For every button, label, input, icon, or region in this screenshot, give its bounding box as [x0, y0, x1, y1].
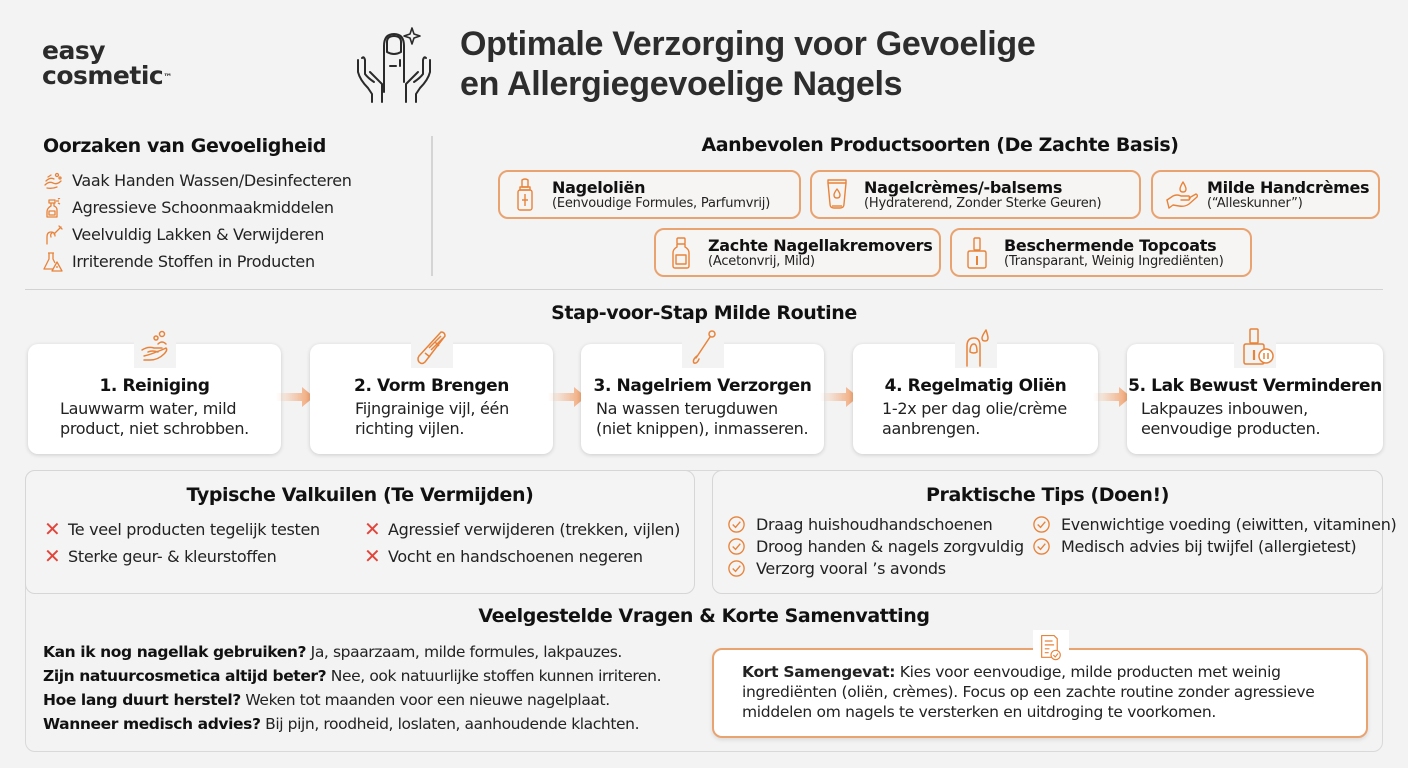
product-name: Nageloliën [552, 177, 646, 197]
polish-pause-icon [1234, 328, 1276, 368]
product-desc: (Eenvoudige Formules, Parfumvrij) [552, 195, 771, 211]
hand-washing-icon [43, 171, 63, 191]
step-desc: Lauwwarm water, mild product, niet schrobben. [60, 399, 249, 438]
tips-title: Praktische Tips (Doen!) [925, 484, 1169, 506]
faq-question: Kan ik nog nagellak gebruiken? [43, 643, 307, 661]
check-circle-icon [1032, 515, 1051, 534]
pitfall-item: ✕ Vocht en handschoenen negeren [364, 544, 643, 568]
topcoat-bottle-icon [964, 236, 990, 270]
product-desc: (Transparant, Weinig Ingrediënten) [1004, 253, 1224, 269]
check-circle-icon [727, 559, 746, 578]
step-title: 1. Reiniging [99, 376, 210, 396]
product-card-hand-creams [1151, 170, 1380, 219]
cause-label: Veelvuldig Lakken & Verwijderen [72, 225, 325, 244]
x-mark-icon: ✕ [44, 517, 61, 541]
routine-title: Stap-voor-Stap Milde Routine [551, 302, 857, 324]
page-title [460, 24, 1036, 104]
brand-line2: cosmetic [42, 61, 164, 90]
product-name: Beschermende Topcoats [1004, 235, 1217, 255]
product-card-nail-oils [498, 170, 801, 219]
cause-item [43, 248, 352, 275]
cause-item [43, 221, 352, 248]
routine-step-2 [310, 344, 553, 454]
faq-list [43, 640, 661, 736]
cause-label: Irriterende Stoffen in Producten [72, 252, 315, 271]
remover-bottle-icon [668, 236, 694, 270]
product-desc: (“Alleskunner”) [1207, 195, 1303, 211]
product-name: Zachte Nagellakremovers [708, 235, 933, 255]
step-title: 4. Regelmatig Oliën [884, 376, 1067, 396]
routine-step-1 [28, 344, 281, 454]
faq-question: Wanneer medisch advies? [43, 715, 261, 733]
hand-drop-icon [1165, 180, 1199, 210]
causes-section [43, 135, 352, 275]
routine-step-3 [581, 344, 824, 454]
summary-text: Kies voor eenvoudige, milde producten met weinig ingrediënten (oliën, crèmes). Focus op een zachte routine zonder agressieve middelen om nagels te versterken en uitdroging te voorkomen. [742, 663, 1315, 721]
products-title: Aanbevolen Productsoorten (De Zachte Basis) [701, 134, 1179, 156]
routine-step-4 [853, 344, 1098, 454]
hand-soap-bubbles-icon [134, 328, 176, 368]
cause-item [43, 194, 352, 221]
x-mark-icon: ✕ [44, 544, 61, 568]
product-desc: (Acetonvrij, Mild) [708, 253, 815, 269]
cause-label: Vaak Handen Wassen/Desinfecteren [72, 171, 352, 190]
causes-title: Oorzaken van Gevoeligheid [43, 135, 326, 157]
summary-label: Kort Samengevat: [742, 663, 896, 681]
tip-item: Draag huishoudhandschoenen [727, 515, 1027, 534]
tip-item: Verzorg vooral ’s avonds [727, 559, 1027, 578]
pitfalls-title: Typische Valkuilen (Te Vermijden) [186, 484, 534, 506]
title-line2: en Allergiegevoelige Nagels [460, 65, 903, 103]
faq-title: Veelgestelde Vragen & Korte Samenvatting [478, 605, 930, 627]
faq-answer: Nee, ook natuurlijke stoffen kunnen irriteren. [326, 667, 662, 685]
product-name: Milde Handcrèmes [1207, 177, 1370, 197]
pitfall-item: ✕ Te veel producten tegelijk testen [44, 517, 320, 541]
spray-bottle-icon [43, 198, 63, 218]
faq-item [43, 664, 661, 688]
tip-item: Droog handen & nagels zorgvuldig [727, 537, 1027, 556]
cause-item [43, 167, 352, 194]
horizontal-divider [25, 289, 1383, 290]
faq-item [43, 712, 661, 736]
dropper-bottle-icon [512, 178, 538, 212]
product-desc: (Hydraterend, Zonder Sterke Geuren) [864, 195, 1102, 211]
faq-item [43, 640, 661, 664]
pitfalls-panel [25, 470, 695, 594]
x-mark-icon: ✕ [364, 517, 381, 541]
product-card-removers [654, 228, 941, 277]
step-desc: Lakpauzes inbouwen, eenvoudige producten. [1141, 399, 1321, 438]
product-card-topcoats [950, 228, 1252, 277]
hands-nail-sparkle-icon [352, 22, 436, 104]
document-check-icon [1033, 630, 1069, 666]
finger-oil-drop-icon [955, 328, 997, 368]
brand-line1: easy [42, 36, 106, 65]
step-title: 3. Nagelriem Verzorgen [593, 376, 812, 396]
brand-logo [42, 38, 172, 88]
step-desc: Fijngrainige vijl, één richting vijlen. [355, 399, 509, 438]
tip-item: Medisch advies bij twijfel (allergietest) [1032, 537, 1372, 556]
title-line1: Optimale Verzorging voor Gevoelige [460, 25, 1036, 63]
faq-question: Hoe lang duurt herstel? [43, 691, 241, 709]
product-name: Nagelcrèmes/-balsems [864, 177, 1063, 197]
faq-item [43, 688, 661, 712]
pitfall-item: ✕ Sterke geur- & kleurstoffen [44, 544, 277, 568]
check-circle-icon [1032, 537, 1051, 556]
step-title: 5. Lak Bewust Verminderen [1128, 376, 1382, 396]
cream-tube-icon [824, 178, 850, 212]
product-card-nail-creams [810, 170, 1141, 219]
nail-file-icon [411, 328, 453, 368]
x-mark-icon: ✕ [364, 544, 381, 568]
pitfall-item: ✕ Agressief verwijderen (trekken, vijlen) [364, 517, 681, 541]
faq-answer: Weken tot maanden voor een nieuwe nagelplaat. [240, 691, 610, 709]
flask-warning-icon [43, 252, 63, 272]
tips-panel [712, 470, 1397, 594]
trademark: ™ [163, 73, 173, 83]
routine-step-5 [1127, 344, 1383, 454]
nail-polish-brush-icon [43, 225, 63, 245]
tip-item: Evenwichtige voeding (eiwitten, vitaminen) [1032, 515, 1372, 534]
faq-answer: Bij pijn, roodheid, loslaten, aanhoudende klachten. [260, 715, 640, 733]
cuticle-pusher-icon [682, 328, 724, 368]
faq-answer: Ja, spaarzaam, milde formules, lakpauzes. [306, 643, 622, 661]
check-circle-icon [727, 537, 746, 556]
step-desc: 1-2x per dag olie/crème aanbrengen. [882, 399, 1067, 438]
faq-question: Zijn natuurcosmetica altijd beter? [43, 667, 327, 685]
check-circle-icon [727, 515, 746, 534]
vertical-divider [431, 136, 433, 276]
cause-label: Agressieve Schoonmaakmiddelen [72, 198, 334, 217]
step-title: 2. Vorm Brengen [354, 376, 509, 396]
step-desc: Na wassen terugduwen (niet knippen), inmasseren. [596, 399, 809, 438]
